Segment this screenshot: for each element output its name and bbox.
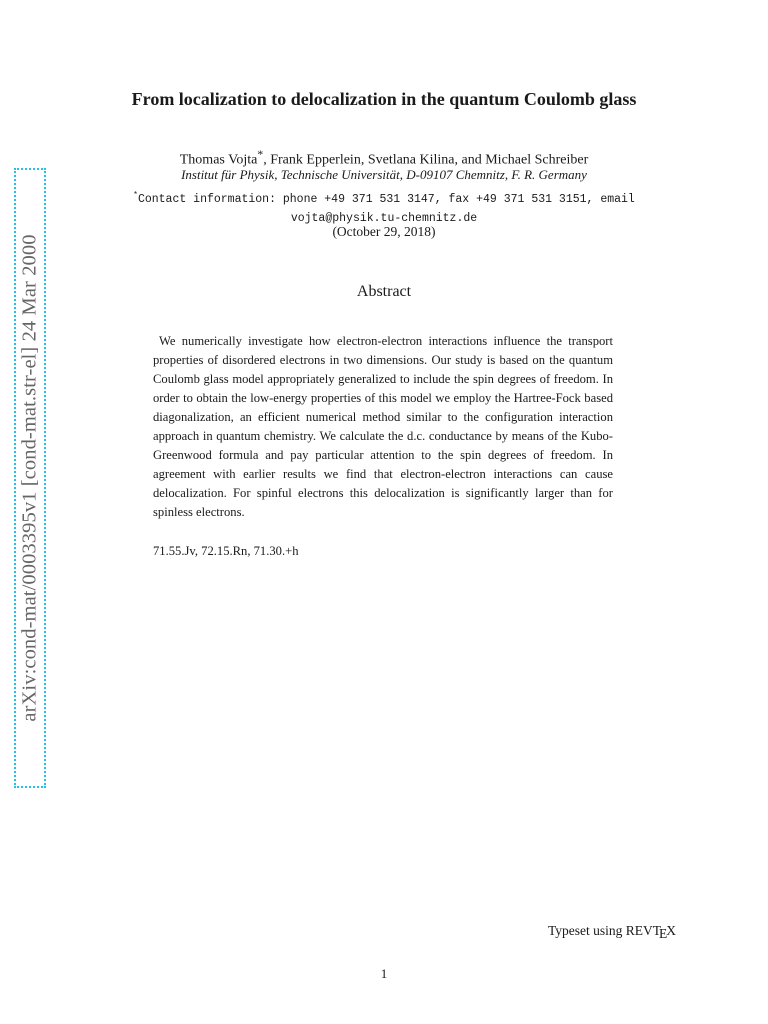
paper-date: (October 29, 2018) — [332, 224, 436, 239]
arxiv-identifier: arXiv:cond-mat/0003395v1 [cond-mat.str-el] 24 Mar 2000 — [18, 234, 41, 722]
typeset-suffix: X — [666, 923, 676, 938]
abstract-heading: Abstract — [356, 283, 412, 300]
paper-title: From localization to delocalization in the quantum Coulomb glass — [131, 89, 637, 109]
contact-email: vojta@physik.tu-chemnitz.de — [290, 211, 478, 225]
typeset-prefix: Typeset using REVT — [547, 923, 661, 938]
typeset-lowered-e: E — [659, 926, 668, 941]
first-author: Thomas Vojta — [179, 152, 258, 168]
author-list — [0, 148, 768, 169]
contact-footnote-marker: * — [133, 191, 138, 200]
affiliation: Institut für Physik, Technische Universität, D-09107 Chemnitz, F. R. Germany — [181, 167, 587, 182]
other-authors: , Frank Epperlein, Svetlana Kilina, and Michael Schreiber — [263, 152, 589, 168]
contact-marker: * — [257, 148, 264, 161]
arxiv-stamp — [14, 168, 46, 788]
page-number: 1 — [380, 966, 388, 981]
pacs-codes: 71.55.Jv, 72.15.Rn, 71.30.+h — [153, 544, 299, 558]
typeset-note — [548, 923, 676, 939]
abstract-body: We numerically investigate how electron-electron interactions influence the transport properties of disordered electrons in two dimensions. Our study is based on the quantum Coulomb glass model appropriately generalized to include the spin degrees of freedom. In order to obtain the low-energy properties of this model we employ the Hartree-Fock based diagonalization, an efficient numerical method similar to the configuration interaction approach in quantum chemistry. We calculate the d.c. conductance by means of the Kubo-Greenwood formula and pay particular attention to the spin degrees of freedom. In agreement with earlier results we find that electron-electron interactions can cause delocalization. For spinful electrons this delocalization is significantly larger than for spinless electrons. — [153, 334, 613, 519]
contact-information — [110, 186, 658, 228]
contact-line: Contact information: phone +49 371 531 3147, fax +49 371 531 3151, email — [137, 192, 635, 206]
